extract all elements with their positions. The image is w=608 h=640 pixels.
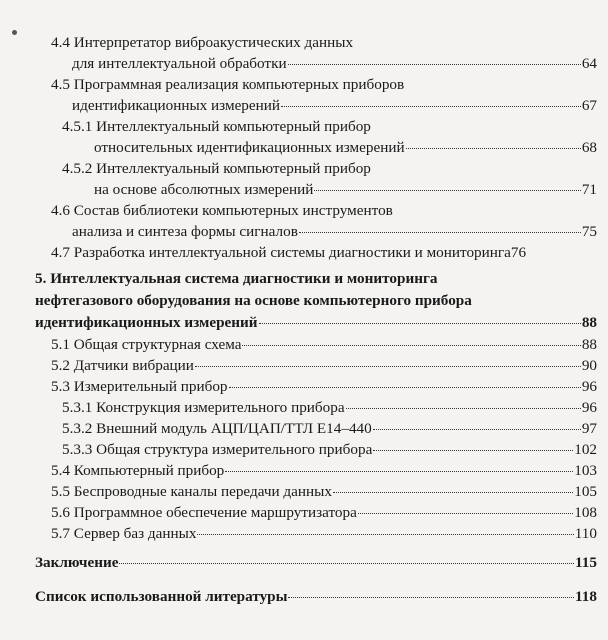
dot-leader bbox=[406, 148, 581, 149]
toc-chapter-title: нефтегазового оборудования на основе компьютерного прибора bbox=[35, 292, 472, 309]
dot-leader bbox=[288, 597, 574, 598]
dot-leader bbox=[195, 366, 581, 367]
dot-leader bbox=[281, 106, 581, 107]
toc-page-number: 68 bbox=[581, 139, 597, 156]
toc-page-number: 97 bbox=[581, 420, 597, 437]
toc-page-number: 88 bbox=[581, 336, 597, 353]
toc-page-number: 67 bbox=[581, 97, 597, 114]
toc-entry-4-5-1-cont[interactable] bbox=[0, 138, 597, 158]
toc-entry-title: 4.5.1 Интеллектуальный компьютерный прибор bbox=[62, 118, 371, 135]
toc-entry-title: 5.3.1 Конструкция измерительного прибора bbox=[62, 399, 345, 416]
toc-entry-5-2[interactable] bbox=[0, 356, 597, 376]
toc-entry-4-6-cont[interactable] bbox=[0, 222, 597, 242]
toc-page-number: 108 bbox=[574, 504, 597, 521]
toc-chapter-5-cont[interactable] bbox=[0, 291, 608, 311]
toc-references[interactable] bbox=[0, 587, 597, 607]
toc-page-number: 118 bbox=[575, 588, 597, 605]
toc-entry-5-7[interactable] bbox=[0, 524, 597, 544]
toc-entry-5-1[interactable] bbox=[0, 335, 597, 355]
toc-entry-title: 5.1 Общая структурная схема bbox=[51, 336, 242, 353]
dot-leader bbox=[346, 408, 581, 409]
toc-entry-4-6[interactable] bbox=[0, 201, 608, 221]
toc-entry-5-3-2[interactable] bbox=[0, 419, 597, 439]
dot-leader bbox=[288, 64, 581, 65]
toc-entry-4-7[interactable] bbox=[0, 243, 597, 263]
toc-entry-title: 5.6 Программное обеспечение маршрутизатора bbox=[51, 504, 357, 521]
toc-entry-5-3-3[interactable] bbox=[0, 440, 597, 460]
toc-page-number: 102 bbox=[574, 441, 597, 458]
toc-entry-title: 4.6 Состав библиотеки компьютерных инструментов bbox=[51, 202, 393, 219]
toc-page-number: 90 bbox=[581, 357, 597, 374]
toc-page-number: 96 bbox=[581, 399, 597, 416]
dot-leader bbox=[197, 534, 573, 535]
toc-entry-title: 4.5 Программная реализация компьютерных приборов bbox=[51, 76, 405, 93]
toc-entry-title: 4.7 Разработка интеллектуальной системы диагностики и мониторинга bbox=[51, 244, 511, 261]
toc-page-number: 115 bbox=[575, 554, 597, 571]
toc-entry-title: на основе абсолютных измерений bbox=[94, 181, 314, 198]
toc-page-number: 75 bbox=[581, 223, 597, 240]
toc-entry-title: 4.5.2 Интеллектуальный компьютерный прибор bbox=[62, 160, 371, 177]
toc-entry-title: 5.4 Компьютерный прибор bbox=[51, 462, 225, 479]
toc-chapter-5[interactable] bbox=[0, 269, 608, 289]
toc-entry-title: для интеллектуальной обработки bbox=[72, 55, 287, 72]
toc-page-number: 110 bbox=[574, 525, 597, 542]
toc-chapter-title: Заключение bbox=[35, 554, 119, 571]
toc-entry-title: 4.4 Интерпретатор виброакустических данных bbox=[51, 34, 354, 51]
toc-entry-title: 5.3.2 Внешний модуль АЦП/ЦАП/ТТЛ E14–440 bbox=[62, 420, 372, 437]
toc-page-number: 105 bbox=[574, 483, 597, 500]
toc-page-number: 64 bbox=[581, 55, 597, 72]
toc-entry-title: относительных идентификационных измерений bbox=[94, 139, 405, 156]
toc-page-number: 96 bbox=[581, 378, 597, 395]
toc-page-number: 103 bbox=[574, 462, 597, 479]
dot-leader bbox=[299, 232, 581, 233]
dot-leader bbox=[373, 429, 581, 430]
dot-leader bbox=[229, 387, 581, 388]
toc-page-number: 76 bbox=[510, 244, 527, 261]
toc-chapter-title: идентификационных измерений bbox=[35, 314, 258, 331]
toc-chapter-title: 5. Интеллектуальная система диагностики и мониторинга bbox=[35, 270, 438, 287]
dot-leader bbox=[225, 471, 573, 472]
toc-entry-4-5-2[interactable] bbox=[0, 159, 608, 179]
toc-entry-4-5-1[interactable] bbox=[0, 117, 608, 137]
dot-leader bbox=[259, 323, 581, 324]
dot-leader bbox=[242, 345, 580, 346]
toc-entry-5-6[interactable] bbox=[0, 503, 597, 523]
toc-entry-5-5[interactable] bbox=[0, 482, 597, 502]
toc-entry-4-5[interactable] bbox=[0, 75, 608, 95]
toc-entry-title: 5.3 Измерительный прибор bbox=[51, 378, 228, 395]
toc-entry-4-5-2-cont[interactable] bbox=[0, 180, 597, 200]
dot-leader bbox=[333, 492, 573, 493]
toc-entry-title: 5.7 Сервер баз данных bbox=[51, 525, 197, 542]
toc-entry-4-4-cont[interactable] bbox=[0, 54, 597, 74]
dot-leader bbox=[119, 563, 574, 564]
toc-entry-5-4[interactable] bbox=[0, 461, 597, 481]
toc-entry-title: 5.5 Беспроводные каналы передачи данных bbox=[51, 483, 332, 500]
toc-entry-title: анализа и синтеза формы сигналов bbox=[72, 223, 298, 240]
toc-entry-4-4[interactable] bbox=[0, 33, 608, 53]
toc-entry-4-5-cont[interactable] bbox=[0, 96, 597, 116]
toc-entry-5-3-1[interactable] bbox=[0, 398, 597, 418]
toc-entry-5-3[interactable] bbox=[0, 377, 597, 397]
toc-entry-title: идентификационных измерений bbox=[72, 97, 281, 114]
toc-conclusion[interactable] bbox=[0, 553, 597, 573]
toc-chapter-title: Список использованной литературы bbox=[35, 588, 288, 605]
dot-leader bbox=[373, 450, 573, 451]
dot-leader bbox=[358, 513, 573, 514]
toc-page-number: 88 bbox=[581, 314, 597, 331]
toc-entry-title: 5.3.3 Общая структура измерительного прибора bbox=[62, 441, 373, 458]
dot-leader bbox=[314, 190, 580, 191]
toc-chapter-5-cont2[interactable] bbox=[0, 313, 597, 333]
toc-entry-title: 5.2 Датчики вибрации bbox=[51, 357, 194, 374]
toc-page-number: 71 bbox=[581, 181, 597, 198]
